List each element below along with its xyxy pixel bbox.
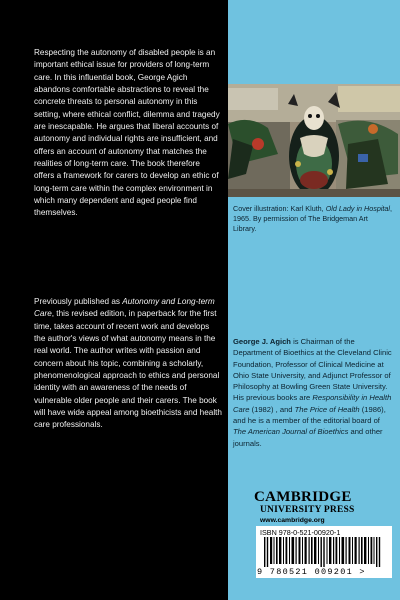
journal-title: The American Journal of Bioethics bbox=[233, 427, 349, 437]
bio-text: and other journals. bbox=[233, 427, 383, 448]
barcode-icon bbox=[264, 537, 384, 567]
bio-text: (1982) , and bbox=[249, 404, 295, 414]
caption-text: , 1965. By permission of The Bridgeman Art Library. bbox=[233, 204, 393, 234]
blurb-text: Previously published as bbox=[34, 297, 123, 306]
publisher-name: CAMBRIDGE bbox=[254, 489, 352, 505]
bio-text: (1986), and he is a member of the editorial board of bbox=[233, 404, 386, 426]
blurb-paragraph-2 bbox=[34, 296, 222, 432]
publisher-url: www.cambridge.org bbox=[260, 517, 325, 524]
previous-title: Autonomy and Long-term Care bbox=[34, 297, 215, 319]
painting-image bbox=[228, 84, 400, 197]
ean-number: 9 780521 009201 > bbox=[257, 567, 366, 577]
blurb-paragraph-1: Respecting the autonomy of disabled people is an important ethical issue for providers of long-term care. In this influential book, George Agich abandons comfortable abstractions to reveal the concrete threats to personal autonomy in this setting, where ethical conflict, dilemma and tragedy are inescapable. He argues that liberal accounts of autonomy and individual rights are insufficient, and offers an account of autonomy that matches the realities of long-term care. The book therefore offers a framework for carers to develop an ethic of long-term care within the complex environment in which many dependent and aged people find themselves. bbox=[34, 48, 220, 218]
author-name: George J. Agich bbox=[233, 337, 291, 346]
caption-text: Cover illustration: Karl Kluth, bbox=[233, 204, 326, 213]
author-bio bbox=[233, 336, 395, 449]
book-title: The Price of Health bbox=[294, 404, 360, 414]
cover-painting bbox=[228, 84, 400, 197]
bio-text: is Chairman of the Department of Bioethics at the Cleveland Clinic Foundation, Professor of Clinical Medicine at Ohio State University, and Adjunct Professor of Philosophy at Bowling Green State University. His previous books are bbox=[233, 337, 392, 403]
isbn-number: ISBN 978-0-521-00920-1 bbox=[260, 528, 341, 537]
barcode-panel bbox=[256, 526, 392, 578]
blurb-text: , this revised edition, in paperback for the first time, takes account of recent work and develops the author's views of what autonomy means in the real world. The author writes with passion and concern about his topic, combining a scholarly, phenomenological approach to ethics and personal identity with an awareness of the needs of vulnerable older people and their carers. The book will have wide appeal among bioethicists and health care professionals. bbox=[34, 309, 222, 430]
publisher-press: UNIVERSITY PRESS bbox=[260, 505, 355, 515]
book-title: Responsibility in Health Care bbox=[233, 393, 392, 414]
cover-caption bbox=[233, 204, 393, 235]
painting-title: Old Lady in Hospital bbox=[325, 204, 391, 213]
